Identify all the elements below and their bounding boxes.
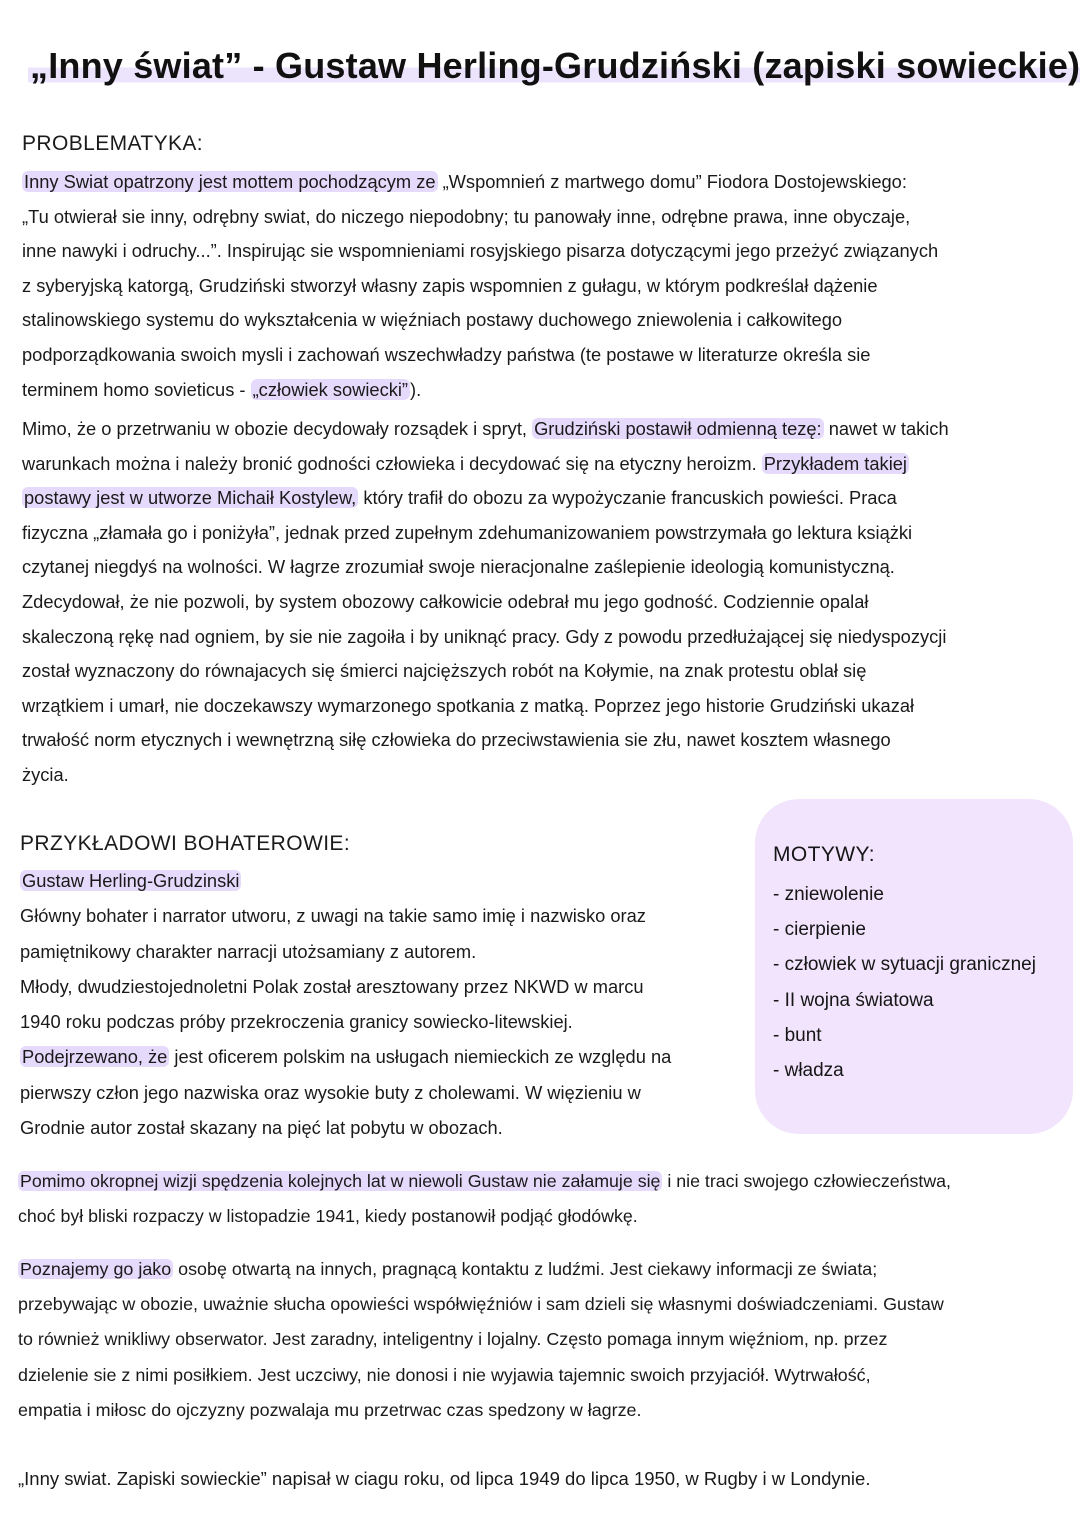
list-item: - człowiek w sytuacji granicznej	[773, 954, 1036, 976]
text-line	[18, 1252, 1078, 1287]
text-span: warunkach można i należy bronić godności człowieka i decydować się na etyczny heroizm.	[22, 452, 762, 474]
highlight: Inny Swiat opatrzony jest mottem pochodzącym ze	[24, 171, 436, 192]
text-line: życia.	[22, 763, 69, 785]
text-line	[22, 165, 1072, 200]
text-line	[22, 412, 1072, 447]
text-line: „Inny swiat. Zapiski sowieckie” napisał w ciagu roku, od lipca 1949 do lipca 1950, w Rugby i w Londynie.	[18, 1468, 871, 1489]
text-span: nawet w takich	[823, 418, 949, 439]
page-title-text: „Inny świat” - Gustaw Herling-Grudziński (zapiski sowieckie)	[28, 45, 1080, 86]
text-span: który trafił do obozu za wypożyczanie francuskich powieści. Praca	[358, 487, 897, 509]
text-line: trwałość norm etycznych i wewnętrzną siłę człowieka do przeciwstawienia sie złu, nawet kosztem własnego	[22, 729, 891, 751]
poznajemy-paragraph	[18, 1252, 1078, 1428]
text-span: ).	[410, 378, 422, 400]
text-line: dzielenie sie z nimi posiłkiem. Jest uczciwy, nie donosi i nie wyjawia tajemnic swoich przyjaciół. Wytrwałość,	[18, 1364, 871, 1385]
highlight: Pomimo okropnej wizji spędzenia kolejnych lat w niewoli Gustaw nie załamuje się	[20, 1171, 661, 1191]
highlight: postawy jest w utworze Michaił Kostylew,	[24, 487, 357, 509]
highlight: Gustaw Herling-Grudzinski	[22, 870, 240, 891]
problematyka-heading: PROBLEMATYKA:	[22, 132, 204, 155]
list-item: - II wojna światowa	[773, 989, 934, 1011]
text-line: czytanej niegdyś na wolności. W łagrze zrozumiał swoje nieracjonalne zaślepienie ideologią komunistyczną.	[22, 556, 895, 578]
bohaterowie-section	[20, 863, 745, 1145]
text-span: osobę otwartą na innych, pragnącą kontaktu z ludźmi. Jest ciekawy informacji ze świata;	[173, 1259, 878, 1279]
text-line: z syberyjską katorgą, Grudziński stworzył własny zapis wspomnien z gułagu, w którym podkreślał dążenie	[22, 274, 878, 296]
highlight: „człowiek sowiecki”	[252, 378, 409, 400]
list-item: - bunt	[773, 1024, 822, 1046]
text-line: przebywając w obozie, uważnie słucha opowieści współwięźniów i sam dzieli się własnymi doświadczeniami. Gustaw	[18, 1294, 944, 1315]
text-line: choć był bliski rozpaczy w listopadzie 1941, kiedy postanowił podjąć głodówkę.	[18, 1206, 638, 1226]
text-line: to również wnikliwy obserwator. Jest zaradny, inteligentny i lojalny. Często pomaga innym więźniom, np. przez	[18, 1329, 888, 1350]
motywy-list	[773, 877, 1036, 1088]
list-item: - cierpienie	[773, 919, 866, 941]
motywy-heading: MOTYWY:	[773, 843, 875, 866]
text-line: skaleczoną rękę nad ogniem, by sie nie zagoiła i by uniknąć pracy. Gdy z powodu przedłużającej się niedyspozycji	[22, 625, 947, 647]
highlight: Podejrzewano, że	[22, 1046, 168, 1068]
text-line: Młody, dwudziestojednoletni Polak został aresztowany przez NKWD w marcu	[20, 975, 644, 997]
text-line	[18, 1164, 1078, 1199]
text-span: terminem homo sovieticus -	[22, 378, 251, 400]
text-line: stalinowskiego systemu do wykształcenia w więźniach postawy duchowego zniewolenia i całkowitego	[22, 309, 843, 331]
text-line: inne nawyki i odruchy...”. Inspirując sie wspomnieniami rosyjskiego pisarza dotyczącymi jego przeżyć związanych	[22, 240, 939, 262]
text-span: jest oficerem polskim na usługach niemieckich ze względu na	[169, 1046, 672, 1068]
highlight: Grudziński postawił odmienną tezę:	[534, 418, 822, 439]
highlight: Poznajemy go jako	[20, 1259, 172, 1279]
problematyka-paragraph-2	[22, 412, 1072, 793]
text-line	[22, 481, 1072, 516]
text-line: empatia i miłosc do ojczyzny pozwalaja mu przetrwac czas spedzony w łagrze.	[18, 1399, 642, 1420]
problematyka-paragraph-1	[22, 165, 1072, 407]
page-title	[28, 44, 1080, 87]
text-line: podporządkowania swoich mysli i zachowań wszechwładzy państwa (te postawe w literaturze określa sie	[22, 343, 871, 365]
text-line	[22, 447, 1072, 482]
text-line: 1940 roku podczas próby przekroczenia granicy sowiecko-litewskiej.	[20, 1011, 573, 1033]
text-line: „Tu otwierał sie inny, odrębny swiat, do niczego niepodobny; tu panowały inne, odrębne prawa, inne obyczaje,	[22, 205, 911, 227]
list-item: - zniewolenie	[773, 884, 884, 905]
text-line: Główny bohater i narrator utworu, z uwagi na takie samo imię i nazwisko oraz	[20, 905, 646, 927]
text-span: i nie traci swojego człowieczeństwa,	[662, 1171, 951, 1191]
text-line: pierwszy człon jego nazwiska oraz wysokie buty z cholewami. W więzieniu w	[20, 1081, 641, 1103]
text-line: został wyznaczony do równajacych się śmierci najcięższych robót na Kołymie, na znak protestu oblał się	[22, 660, 867, 682]
text-line	[20, 1039, 745, 1074]
text-line: fizyczna „złamała go i poniżyła”, jednak przed zupełnym zdehumanizowaniem powstrzymała go lektura książki	[22, 521, 913, 543]
text-span: Mimo, że o przetrwaniu w obozie decydowały rozsądek i spryt,	[22, 418, 533, 439]
list-item: - władza	[773, 1060, 844, 1082]
highlight: Przykładem takiej	[763, 452, 907, 474]
text-line: pamiętnikowy charakter narracji utożsamiany z autorem.	[20, 940, 477, 962]
footer-note	[18, 1462, 1078, 1497]
text-line: Zdecydował, że nie pozwoli, by system obozowy całkowicie odebrał mu jego godność. Codziennie opalał	[22, 590, 869, 612]
text-line: wrzątkiem i umarł, nie doczekawszy wymarzonego spotkania z matką. Poprzez jego historie Grudziński ukazał	[22, 694, 915, 716]
pomimo-paragraph	[18, 1164, 1078, 1234]
motywy-box	[755, 799, 1073, 1134]
bohaterowie-heading: PRZYKŁADOWI BOHATEROWIE:	[20, 832, 351, 855]
text-line: Grodnie autor został skazany na pięć lat pobytu w obozach.	[20, 1117, 503, 1139]
text-span: „Wspomnień z martwego domu” Fiodora Dostojewskiego:	[437, 171, 907, 192]
hero-name	[20, 863, 745, 898]
text-line	[22, 373, 1072, 408]
